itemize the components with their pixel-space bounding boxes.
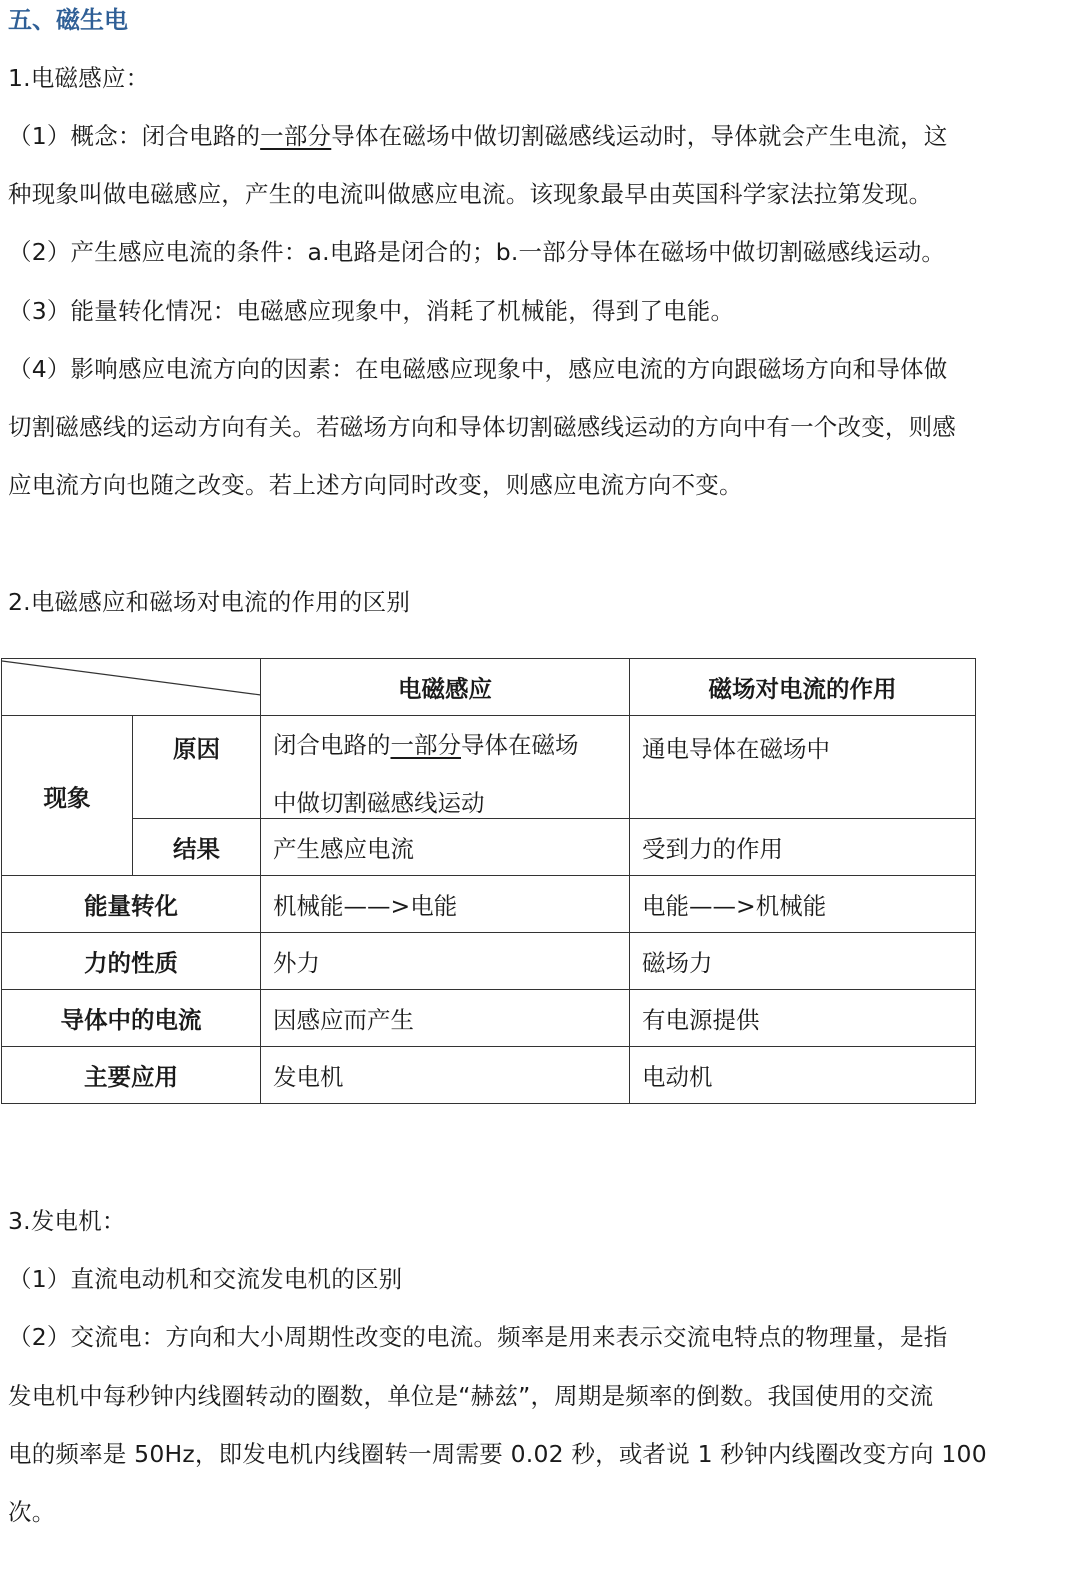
underlined-term: 一部分	[390, 731, 461, 759]
row-label-cause: 原因	[133, 716, 261, 819]
cell-force-induction: 外力	[261, 933, 630, 990]
heading-generator: 3.发电机：	[8, 1207, 126, 1235]
table-row-current	[2, 990, 976, 1047]
cell-application-force: 电动机	[630, 1047, 976, 1104]
table-row-energy	[2, 876, 976, 933]
cell-energy-force: 电能——>机械能	[630, 876, 976, 933]
direction-paragraph-line-2: 切割磁感线的运动方向有关。若磁场方向和导体切割磁感线运动的方向中有一个改变，则感	[8, 413, 956, 441]
cell-cause-induction: 闭合电路的一部分导体在磁场 中做切割磁感线运动	[261, 716, 630, 819]
condition-paragraph: （2）产生感应电流的条件：a.电路是闭合的；b.一部分导体在磁场中做切割磁感线运动。	[8, 238, 946, 266]
cell-force-force: 磁场力	[630, 933, 976, 990]
row-label-result: 结果	[133, 819, 261, 876]
energy-paragraph: （3）能量转化情况：电磁感应现象中，消耗了机械能，得到了电能。	[8, 297, 735, 325]
row-label-force: 力的性质	[2, 933, 261, 990]
ac-paragraph-line-1: （2）交流电：方向和大小周期性改变的电流。频率是用来表示交流电特点的物理量，是指	[8, 1323, 948, 1351]
comparison-table	[1, 658, 976, 1104]
ac-paragraph-line-3: 电的频率是 50Hz，即发电机内线圈转一周需要 0.02 秒，或者说 1 秒钟内线圈改变方向 100	[8, 1440, 987, 1468]
cell-result-induction: 产生感应电流	[261, 819, 630, 876]
table-row-result	[2, 819, 976, 876]
heading-electromagnetic-induction: 1.电磁感应：	[8, 64, 150, 92]
ac-paragraph-line-4: 次。	[8, 1498, 56, 1526]
row-label-application: 主要应用	[2, 1047, 261, 1104]
table-header-row	[2, 659, 976, 716]
table-row-application	[2, 1047, 976, 1104]
cell-energy-induction: 机械能——>电能	[261, 876, 630, 933]
cell-current-induction: 因感应而产生	[261, 990, 630, 1047]
heading-comparison: 2.电磁感应和磁场对电流的作用的区别	[8, 588, 411, 616]
cell-result-force: 受到力的作用	[630, 819, 976, 876]
underlined-term: 一部分	[260, 122, 332, 150]
cell-application-induction: 发电机	[261, 1047, 630, 1104]
ac-paragraph-line-2: 发电机中每秒钟内线圈转动的圈数，单位是“赫兹”，周期是频率的倒数。我国使用的交流	[8, 1382, 934, 1410]
diagonal-corner-cell	[2, 659, 261, 716]
concept-paragraph-line-1: （1）概念：闭合电路的一部分导体在磁场中做切割磁感线运动时，导体就会产生电流，这	[8, 122, 948, 150]
cell-current-force: 有电源提供	[630, 990, 976, 1047]
section-title: 五、磁生电	[8, 6, 128, 34]
row-group-phenomenon: 现象	[2, 716, 133, 876]
direction-paragraph-line-1: （4）影响感应电流方向的因素：在电磁感应现象中，感应电流的方向跟磁场方向和导体做	[8, 355, 948, 383]
table-row-force	[2, 933, 976, 990]
cell-cause-force: 通电导体在磁场中	[630, 716, 976, 819]
row-label-energy: 能量转化	[2, 876, 261, 933]
column-header-induction: 电磁感应	[261, 659, 630, 716]
table-row-cause	[2, 716, 976, 819]
direction-paragraph-line-3: 应电流方向也随之改变。若上述方向同时改变，则感应电流方向不变。	[8, 471, 743, 499]
diagonal-line	[2, 659, 261, 716]
column-header-force-on-current: 磁场对电流的作用	[630, 659, 976, 716]
concept-paragraph-line-2: 种现象叫做电磁感应，产生的电流叫做感应电流。该现象最早由英国科学家法拉第发现。	[8, 180, 933, 208]
generator-paragraph-1: （1）直流电动机和交流发电机的区别	[8, 1265, 403, 1293]
row-label-current: 导体中的电流	[2, 990, 261, 1047]
